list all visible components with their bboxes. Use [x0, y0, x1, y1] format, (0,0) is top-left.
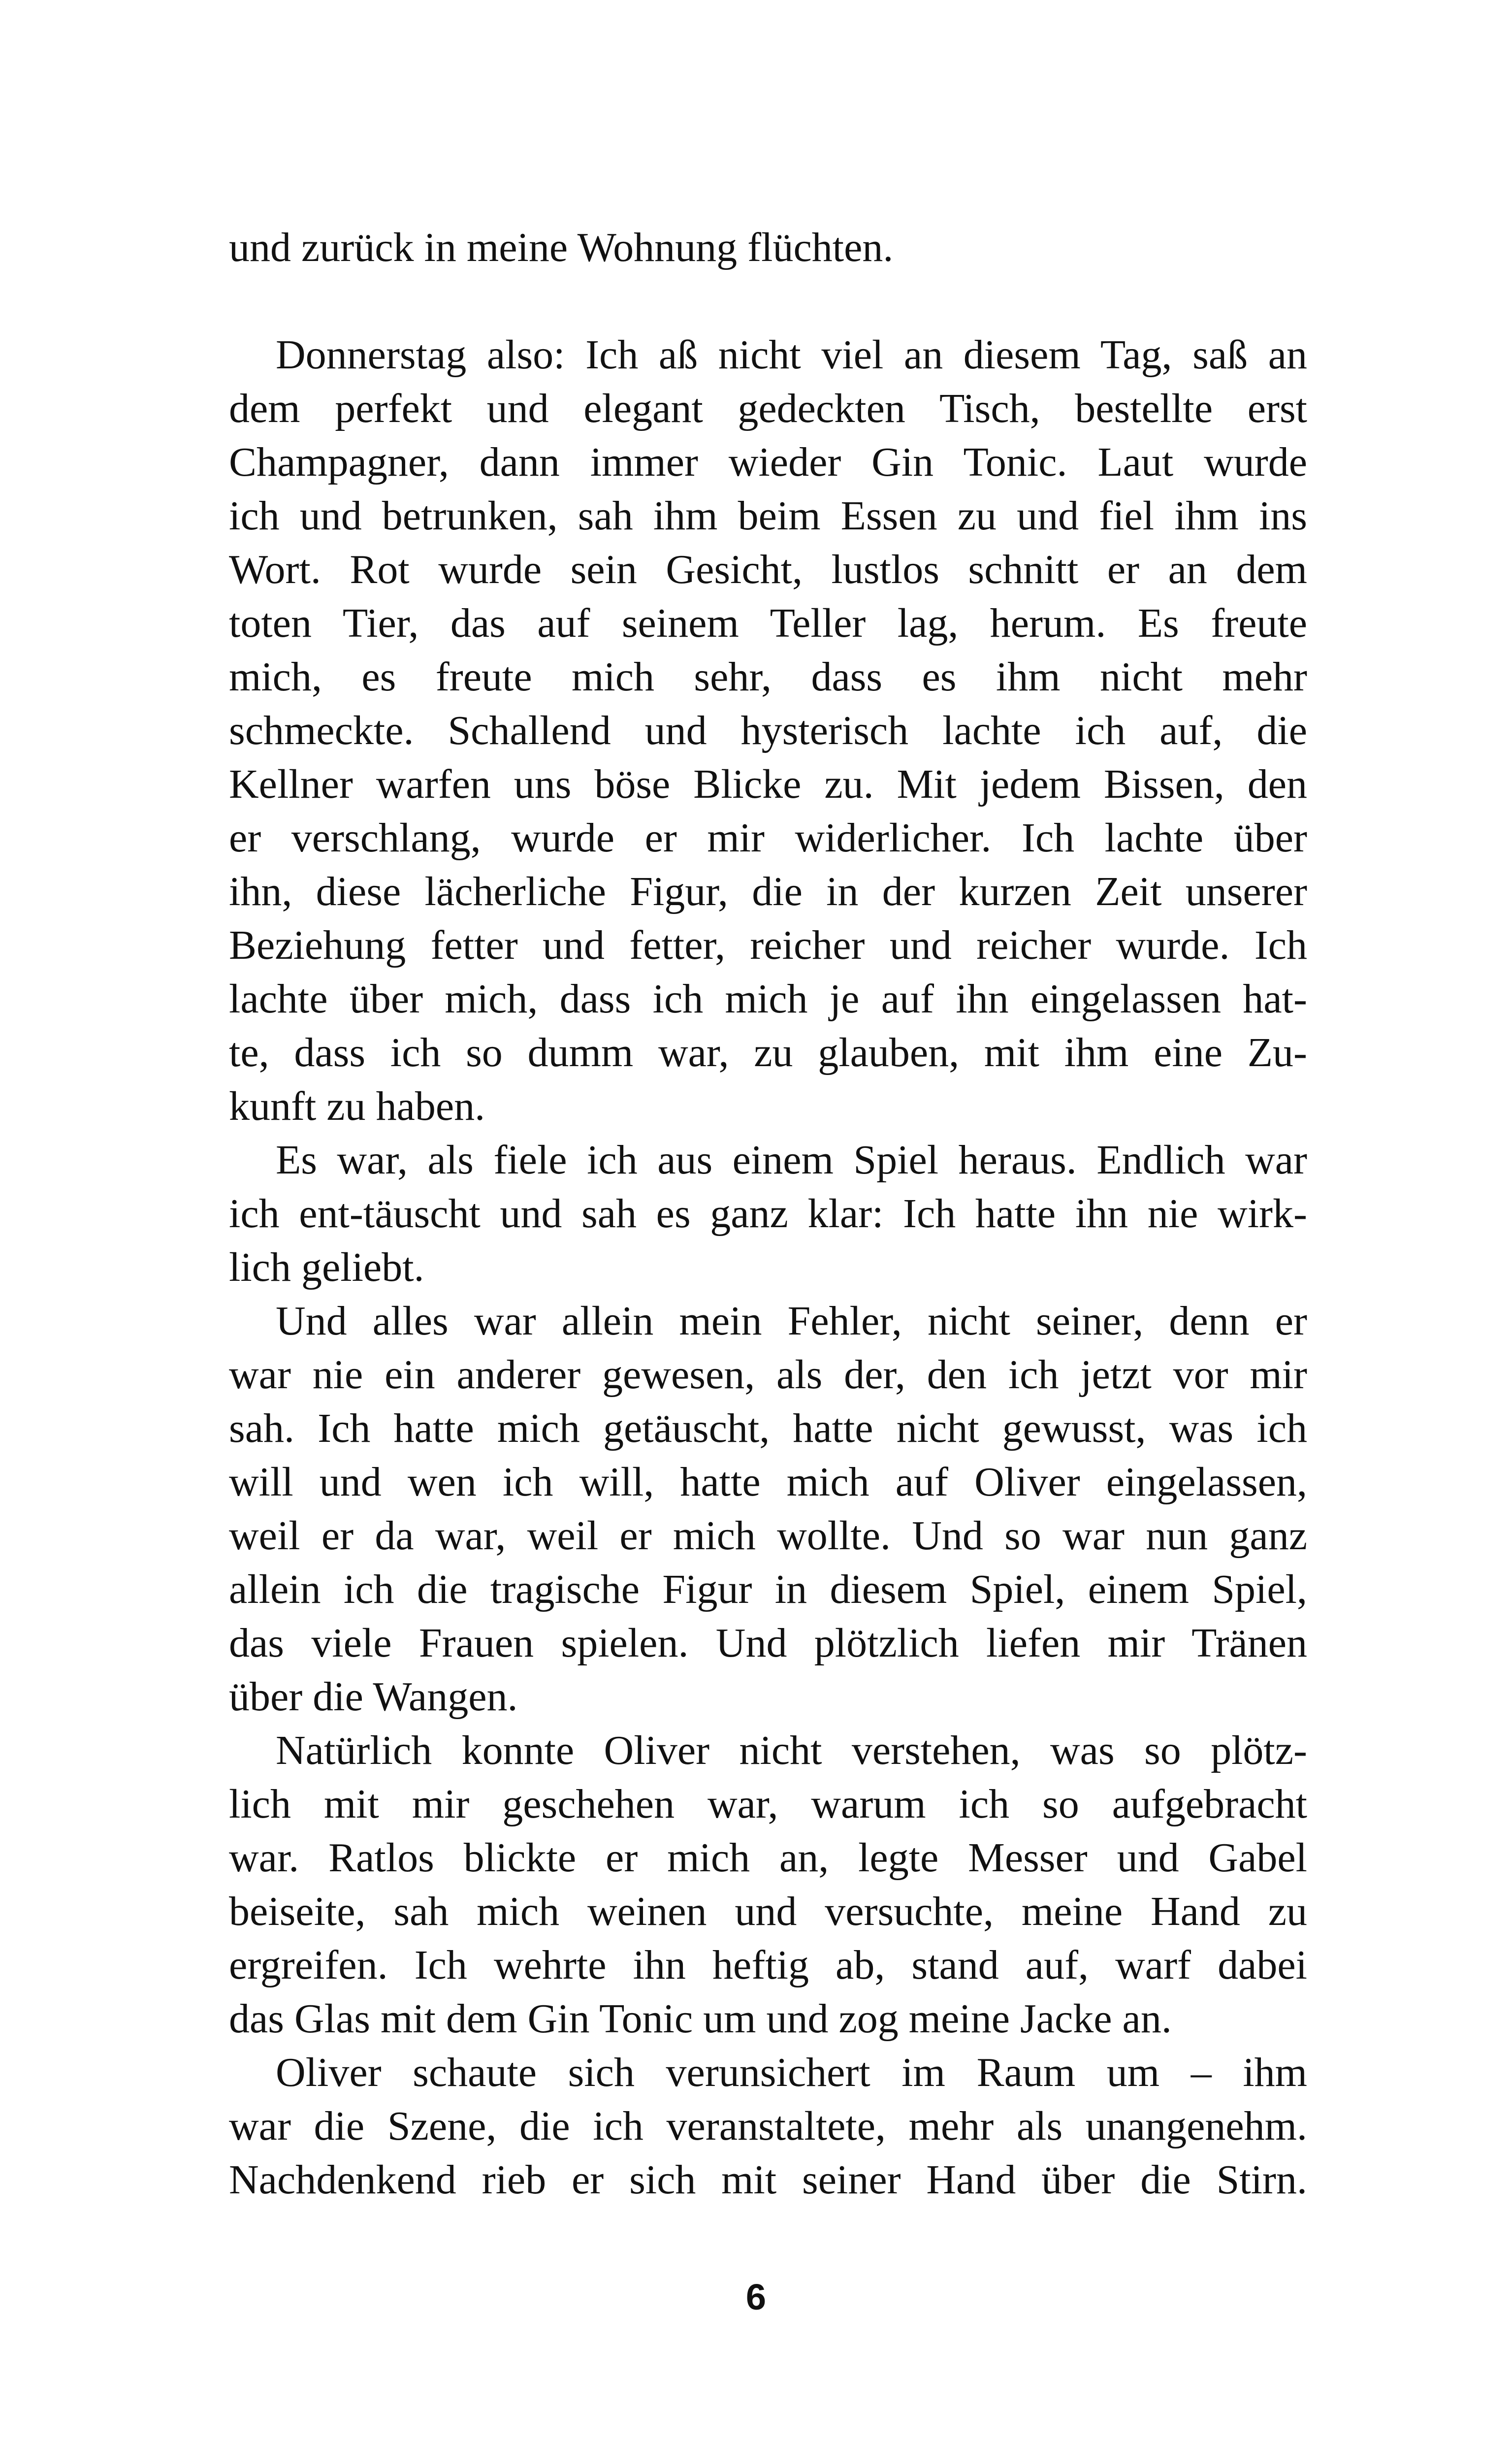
text-line: te, dass ich so dumm war, zu glauben, mit ihm eine Zu- — [229, 1030, 1307, 1075]
text-line: will und wen ich will, hatte mich auf Oliver eingelassen, — [229, 1459, 1307, 1505]
text-line: über die Wangen. — [229, 1674, 518, 1720]
paragraph-gap — [229, 274, 1307, 328]
text-line: lich geliebt. — [229, 1244, 424, 1290]
page-number: 6 — [745, 2277, 767, 2317]
text-line: weil er da war, weil er mich wollte. Und so war nun ganz — [229, 1513, 1307, 1559]
text-line: lachte über mich, dass ich mich je auf ihn eingelassen hat- — [229, 976, 1307, 1022]
text-line: war die Szene, die ich veranstaltete, mehr als unangenehm. — [229, 2103, 1307, 2149]
text-line: ergreifen. Ich wehrte ihn heftig ab, stand auf, warf dabei — [229, 1942, 1307, 1988]
text-line: Beziehung fetter und fetter, reicher und reicher wurde. Ich — [229, 922, 1307, 968]
text-line: das Glas mit dem Gin Tonic um und zog meine Jacke an. — [229, 1996, 1172, 2042]
text-line: dem perfekt und elegant gedeckten Tisch, bestellte erst — [229, 386, 1307, 431]
text-line: lich mit mir geschehen war, warum ich so aufgebracht — [229, 1781, 1307, 1827]
text-line: er verschlang, wurde er mir widerlicher. Ich lachte über — [229, 815, 1307, 861]
text-line: Donnerstag also: Ich aß nicht viel an diesem Tag, saß an — [276, 332, 1307, 378]
text-line: Natürlich konnte Oliver nicht verstehen, was so plötz- — [276, 1727, 1307, 1773]
text-line: war. Ratlos blickte er mich an, legte Messer und Gabel — [229, 1835, 1307, 1881]
text-line: sah. Ich hatte mich getäuscht, hatte nicht gewusst, was ich — [229, 1405, 1307, 1451]
text-line: ich ent-täuscht und sah es ganz klar: Ich hatte ihn nie wirk- — [229, 1191, 1307, 1237]
text-line: toten Tier, das auf seinem Teller lag, herum. Es freute — [229, 600, 1307, 646]
text-line: Wort. Rot wurde sein Gesicht, lustlos schnitt er an dem — [229, 547, 1307, 592]
text-line: Champagner, dann immer wieder Gin Tonic. Laut wurde — [229, 439, 1307, 485]
text-line: Nachdenkend rieb er sich mit seiner Hand über die Stirn. — [229, 2157, 1307, 2203]
text-line: Und alles war allein mein Fehler, nicht seiner, denn er — [276, 1298, 1307, 1344]
text-line: kunft zu haben. — [229, 1083, 485, 1129]
text-line: war nie ein anderer gewesen, als der, den ich jetzt vor mir — [229, 1352, 1307, 1398]
text-line: mich, es freute mich sehr, dass es ihm nicht mehr — [229, 654, 1307, 700]
body-text — [229, 221, 1307, 2207]
text-line: und zurück in meine Wohnung flüchten. — [229, 225, 894, 270]
text-line: ihn, diese lächerliche Figur, die in der kurzen Zeit unserer — [229, 869, 1307, 914]
text-line: Kellner warfen uns böse Blicke zu. Mit jedem Bissen, den — [229, 761, 1307, 807]
text-line: Es war, als fiele ich aus einem Spiel heraus. Endlich war — [276, 1137, 1307, 1183]
text-line: ich und betrunken, sah ihm beim Essen zu und fiel ihm ins — [229, 493, 1307, 539]
text-line: das viele Frauen spielen. Und plötzlich liefen mir Tränen — [229, 1620, 1307, 1666]
text-line: schmeckte. Schallend und hysterisch lachte ich auf, die — [229, 708, 1307, 753]
text-line: allein ich die tragische Figur in diesem Spiel, einem Spiel, — [229, 1566, 1307, 1612]
text-line: Oliver schaute sich verunsichert im Raum um – ihm — [276, 2050, 1307, 2095]
text-line: beiseite, sah mich weinen und versuchte, meine Hand zu — [229, 1889, 1307, 1934]
